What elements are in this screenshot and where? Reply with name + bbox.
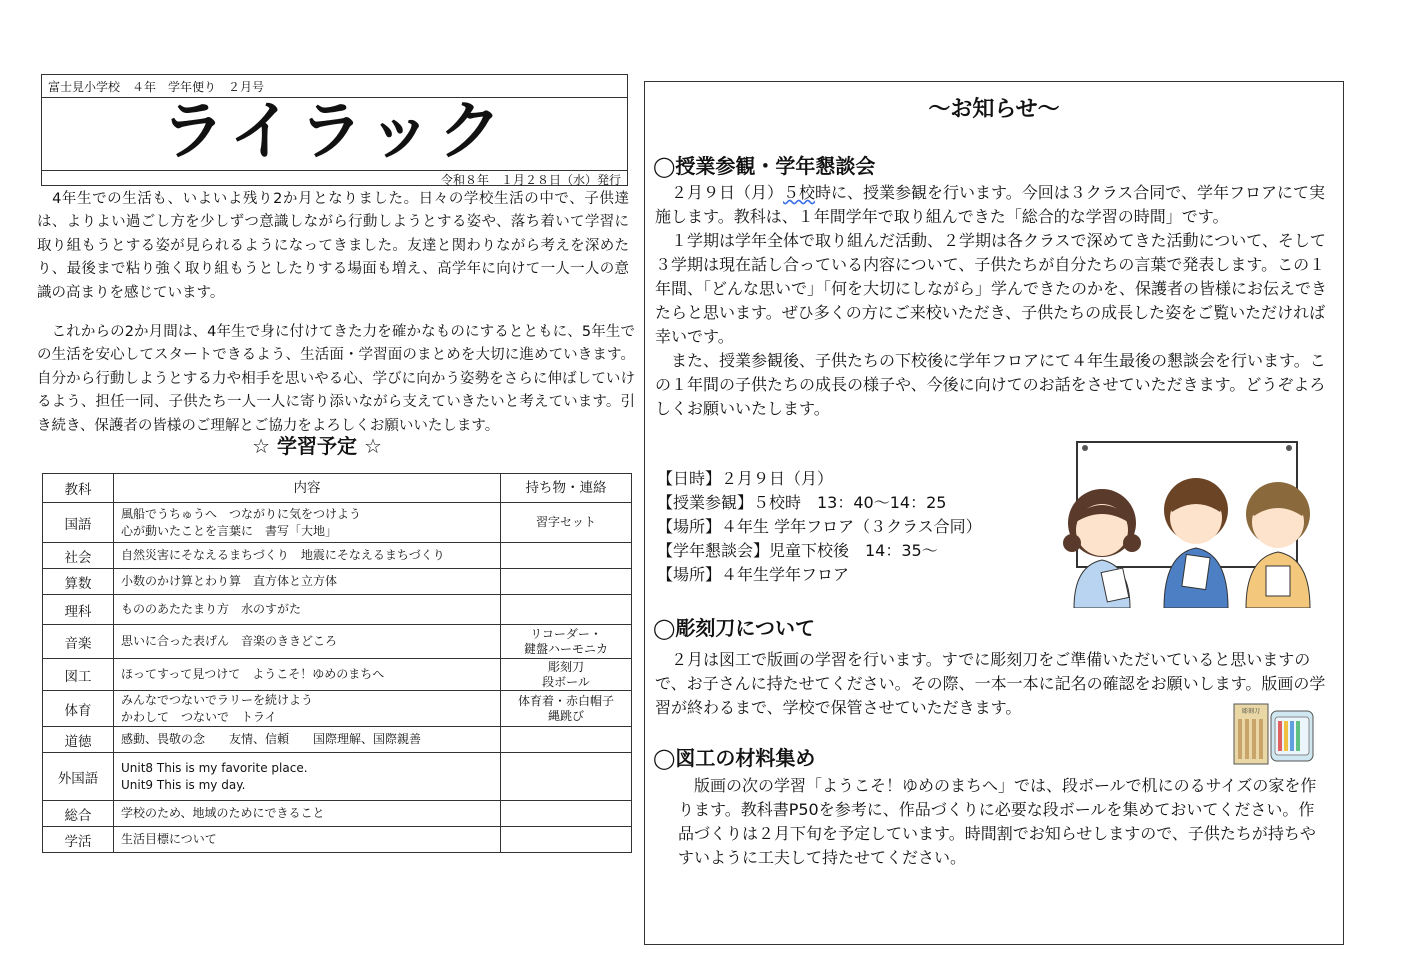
subject-cell-line: 図工 xyxy=(64,668,92,685)
content-cell-line: Unit9 This is my day. xyxy=(121,777,246,792)
event-info-list xyxy=(657,467,982,587)
schedule-table xyxy=(42,473,632,853)
subject-cell-line: 外国語 xyxy=(57,770,99,787)
subject-cell xyxy=(43,503,114,543)
table-row xyxy=(43,827,632,853)
subject-cell xyxy=(43,543,114,569)
spellcheck-underline: ５校 xyxy=(783,183,816,202)
issue-date: 令和８年 １月２８日（水）発行 xyxy=(440,173,621,187)
content-cell-line: Unit8 This is my favorite place. xyxy=(121,760,308,775)
subject-cell xyxy=(43,691,114,727)
column-header-subject: 教科 xyxy=(43,474,114,503)
info-line: 【学年懇談会】児童下校後 14：35～ xyxy=(657,541,938,560)
content-cell-line: 学校のため、地域のためにできること xyxy=(121,806,325,820)
column-header-content: 内容 xyxy=(114,474,501,503)
items-cell xyxy=(501,569,632,595)
column-header-items: 持ち物・連絡 xyxy=(501,474,632,503)
table-row xyxy=(43,503,632,543)
table-row xyxy=(43,801,632,827)
content-cell xyxy=(114,625,501,659)
subject-cell-line: 算数 xyxy=(64,575,92,592)
open-class-text xyxy=(655,181,1335,421)
subject-cell xyxy=(43,801,114,827)
table-row xyxy=(43,625,632,659)
items-cell xyxy=(501,753,632,801)
info-line: 【場所】４年生 学年フロア（３クラス合同） xyxy=(657,517,982,536)
items-cell xyxy=(501,543,632,569)
content-cell xyxy=(114,753,501,801)
info-line: 【授業参観】５校時 13：40～14：25 xyxy=(657,493,947,512)
items-cell xyxy=(501,595,632,625)
content-cell xyxy=(114,659,501,691)
info-line: 【場所】４年生学年フロア xyxy=(657,565,850,584)
items-cell xyxy=(501,503,632,543)
items-cell-line: 段ボール xyxy=(542,674,590,689)
section-heading-carving-knife: ◯彫刻刀について xyxy=(653,616,815,640)
content-cell xyxy=(114,727,501,753)
subject-cell xyxy=(43,827,114,853)
table-row xyxy=(43,595,632,625)
items-cell-line: 彫刻刀 xyxy=(547,659,584,674)
subject-cell-line: 道徳 xyxy=(64,733,92,750)
items-cell xyxy=(501,691,632,727)
items-cell xyxy=(501,625,632,659)
craft-materials-text: 版画の次の学習「ようこそ！ゆめのまちへ」では、段ボールで机にのるサイズの家を作ります。教科書P50を参考に、作品づくりに必要な段ボールを集めておいてください。作品づくりは２月下旬を予定しています。時間割でお知らせしますので、子供たちが持ちやすいように工夫して持たせてください。 xyxy=(678,776,1317,867)
table-row xyxy=(43,691,632,727)
table-row xyxy=(43,659,632,691)
intro-paragraph-1: 4年生での生活も、いよいよ残り2か月となりました。日々の学校生活の中で、子供達は、よりよい過ごし方を少しずつ意識しながら行動しようとする姿や、落ち着いて学習に取り組もうとする姿が見られるようになってきました。友達と関わりながら考えを深めたり、最後まで粘り強く取り組もうとしたりする場面も増え、高学年に向けて一人一人の意識の高まりを感じています。 xyxy=(37,191,629,301)
content-cell xyxy=(114,503,501,543)
carving-tools-icon xyxy=(1233,703,1315,765)
notice-title: ～お知らせ～ xyxy=(928,97,1060,122)
content-cell xyxy=(114,827,501,853)
items-cell-line: 縄跳び xyxy=(547,708,584,723)
content-cell xyxy=(114,569,501,595)
subject-cell xyxy=(43,727,114,753)
subject-cell xyxy=(43,659,114,691)
newsletter-title: ライラック xyxy=(161,95,508,169)
subject-cell xyxy=(43,595,114,625)
content-cell-line: もののあたたまり方 水のすがた xyxy=(121,602,302,616)
carving-knife-text: ２月は図工で版画の学習を行います。すでに彫刻刀をご準備いただいていると思いますので、お子さんに持たせてください。その際、一本一本に記名の確認をお願いします。版画の学習が終わるまで、学校で保管させていただきます。 xyxy=(655,650,1326,717)
subject-cell-line: 総合 xyxy=(64,807,92,824)
content-cell-line: 感動、畏敬の念 友情、信頼 国際理解、国際親善 xyxy=(121,732,422,746)
children-presenting-illustration xyxy=(1060,438,1318,608)
open-class-paragraph-1: ２月９日（月）５校時に、授業参観を行います。今回は３クラス合同で、学年フロアにて実施します。教科は、１年間学年で取り組んできた「総合的な学習の時間」です。 xyxy=(655,183,1325,226)
subject-cell-line: 社会 xyxy=(64,549,92,566)
open-class-paragraph-3: また、授業参観後、子供たちの下校後に学年フロアにて４年生最後の懇談会を行います。この１年間の子供たちの成長の様子や、今後に向けてのお話をさせていただきます。どうぞよろしくお願いいたします。 xyxy=(655,351,1326,418)
school-line: 富士見小学校 ４年 学年便り ２月号 xyxy=(48,80,265,94)
content-cell-line: 小数のかけ算とわり算 直方体と立方体 xyxy=(121,574,338,588)
items-cell xyxy=(501,659,632,691)
items-cell xyxy=(501,727,632,753)
items-cell-line: 体育着・赤白帽子 xyxy=(517,693,614,708)
table-row xyxy=(43,753,632,801)
content-cell-line: みんなでつないでラリーを続けよう xyxy=(121,692,314,707)
table-row xyxy=(43,569,632,595)
subject-cell-line: 学活 xyxy=(64,833,92,850)
content-cell-line: かわして つないで トライ xyxy=(121,709,277,724)
section-heading-open-class: ◯授業参観・学年懇談会 xyxy=(653,154,876,178)
table-row xyxy=(43,543,632,569)
items-cell xyxy=(501,827,632,853)
content-cell xyxy=(114,543,501,569)
subject-cell-line: 音楽 xyxy=(64,635,92,652)
items-cell xyxy=(501,801,632,827)
content-cell-line: 風船でうちゅうへ つながりに気をつけよう xyxy=(121,506,362,521)
items-cell-line: 鍵盤ハーモニカ xyxy=(523,641,608,656)
subject-cell xyxy=(43,625,114,659)
content-cell-line: 心が動いたことを言葉に 書写「大地」 xyxy=(121,523,338,538)
content-cell-line: 生活目標について xyxy=(121,832,217,846)
info-line: 【日時】２月９日（月） xyxy=(657,469,834,488)
table-row xyxy=(43,727,632,753)
subject-cell xyxy=(43,753,114,801)
subject-cell-line: 理科 xyxy=(64,603,92,620)
open-class-paragraph-2: １学期は学年全体で取り組んだ活動、２学期は各クラスで深めてきた活動について、そして３学期は現在話し合っている内容について、子供たちが自分たちの言葉で発表します。この１年間、「どんな思いで」「何を大切にしながら」学んできたのかを、保護者の皆様にお伝えできたらと思います。ぜひ多くの方にご来校いただき、子供たちの成長した姿をご覧いただければ幸いです。 xyxy=(655,231,1328,346)
subject-cell-line: 体育 xyxy=(64,702,92,719)
subject-cell-line: 国語 xyxy=(64,516,92,533)
section-heading-craft-materials: ◯図工の材料集め xyxy=(653,746,816,770)
schedule-title: ☆ 学習予定 ☆ xyxy=(252,434,382,458)
subject-cell xyxy=(43,569,114,595)
content-cell xyxy=(114,691,501,727)
items-cell-line: リコーダー・ xyxy=(530,626,602,641)
content-cell-line: ほってすって見つけて ようこそ！ゆめのまちへ xyxy=(121,667,385,681)
content-cell xyxy=(114,595,501,625)
content-cell-line: 思いに合った表げん 音楽のききどころ xyxy=(121,634,338,648)
content-cell-line: 自然災害にそなえるまちづくり 地震にそなえるまちづくり xyxy=(121,548,445,562)
content-cell xyxy=(114,801,501,827)
intro-paragraph-2: これからの2か月間は、4年生で身に付けてきた力を確かなものにするとともに、5年生での生活を安心してスタートできるよう、生活面・学習面のまとめを大切に進めていきます。自分から行動しようとする力や相手を思いやる心、学びに向かう姿勢をさらに伸ばしていけるよう、担任一同、子供たち一人一人に寄り添いながら支えていきたいと考えています。引き続き、保護者の皆様のご理解とご協力をよろしくお願いいたします。 xyxy=(37,324,635,434)
tool-box-label: 彫刻刀 xyxy=(1241,708,1261,715)
table-header-row xyxy=(43,474,632,503)
items-cell-line: 習字セット xyxy=(535,515,596,529)
